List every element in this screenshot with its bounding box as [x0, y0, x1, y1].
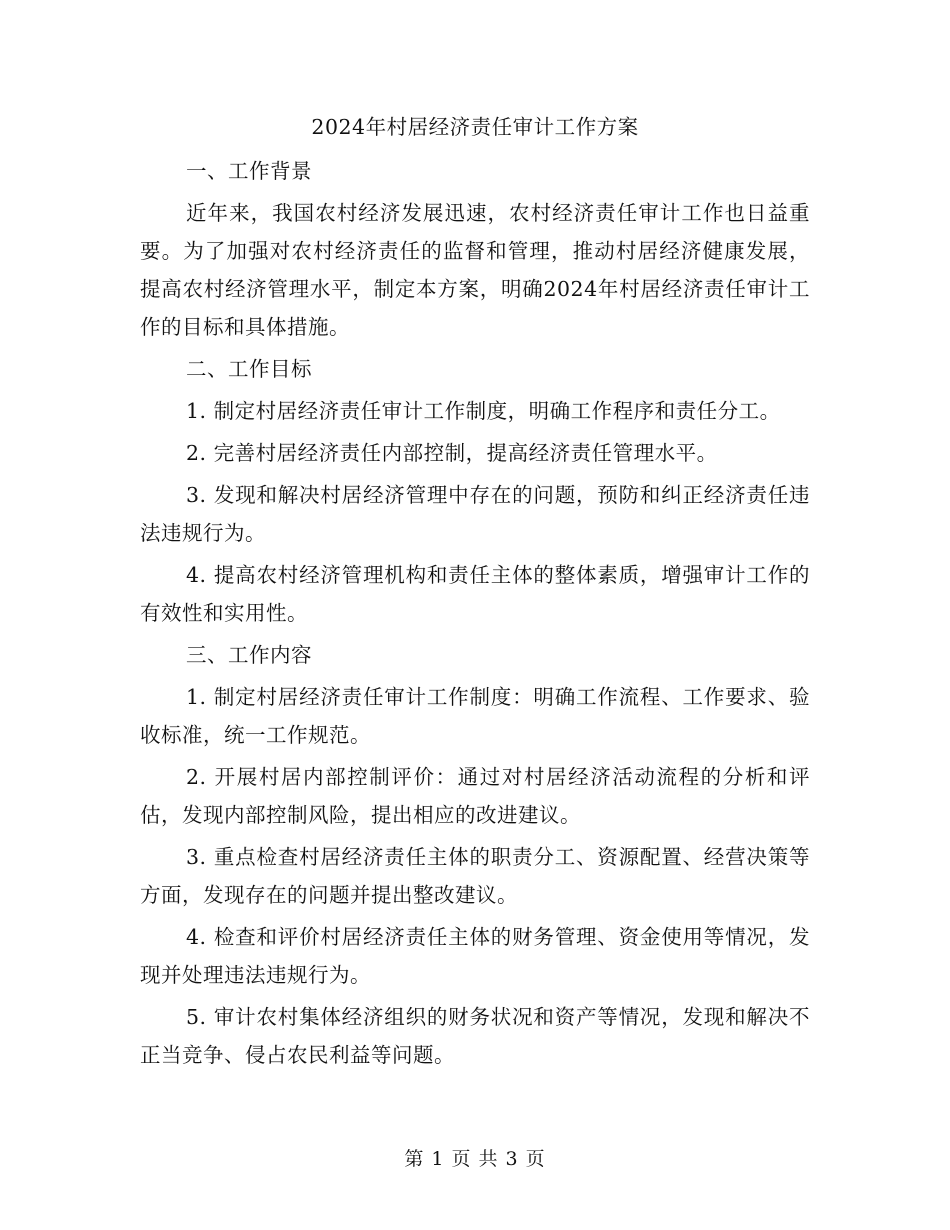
content-item-2: 2. 开展村居内部控制评价：通过对村居经济活动流程的分析和评估，发现内部控制风险，提出相应的改进建议。	[140, 765, 810, 827]
content-item-3: 3. 重点检查村居经济责任主体的职责分工、资源配置、经营决策等方面，发现存在的问题并提出整改建议。	[140, 845, 810, 907]
page-number-footer: 第 1 页 共 3 页	[404, 1148, 546, 1170]
goal-item-2: 2. 完善村居经济责任内部控制，提高经济责任管理水平。	[186, 441, 718, 465]
goal-item-3: 3. 发现和解决村居经济管理中存在的问题，预防和纠正经济责任违法违规行为。	[140, 483, 810, 545]
goal-item-4: 4. 提高农村经济管理机构和责任主体的整体素质，增强审计工作的有效性和实用性。	[140, 563, 810, 625]
content-item-4: 4. 检查和评价村居经济责任主体的财务管理、资金使用等情况，发现并处理违法违规行为。	[140, 925, 810, 987]
section-heading-goals: 二、工作目标	[186, 357, 312, 381]
goal-item-1: 1. 制定村居经济责任审计工作制度，明确工作程序和责任分工。	[186, 399, 781, 423]
section-heading-background: 一、工作背景	[186, 159, 312, 183]
section-heading-content: 三、工作内容	[186, 643, 312, 667]
content-item-1: 1. 制定村居经济责任审计工作制度：明确工作流程、工作要求、验收标准，统一工作规范。	[140, 685, 810, 747]
paragraph-background: 近年来，我国农村经济发展迅速，农村经济责任审计工作也日益重要。为了加强对农村经济责任的监督和管理，推动村居经济健康发展，提高农村经济管理水平，制定本方案，明确2024年村居经济责任审计工作的目标和具体措施。	[140, 201, 810, 339]
document-body	[140, 108, 810, 1078]
document-title: 2024年村居经济责任审计工作方案	[311, 115, 639, 139]
content-item-5: 5. 审计农村集体经济组织的财务状况和资产等情况，发现和解决不正当竞争、侵占农民利益等问题。	[140, 1005, 810, 1067]
